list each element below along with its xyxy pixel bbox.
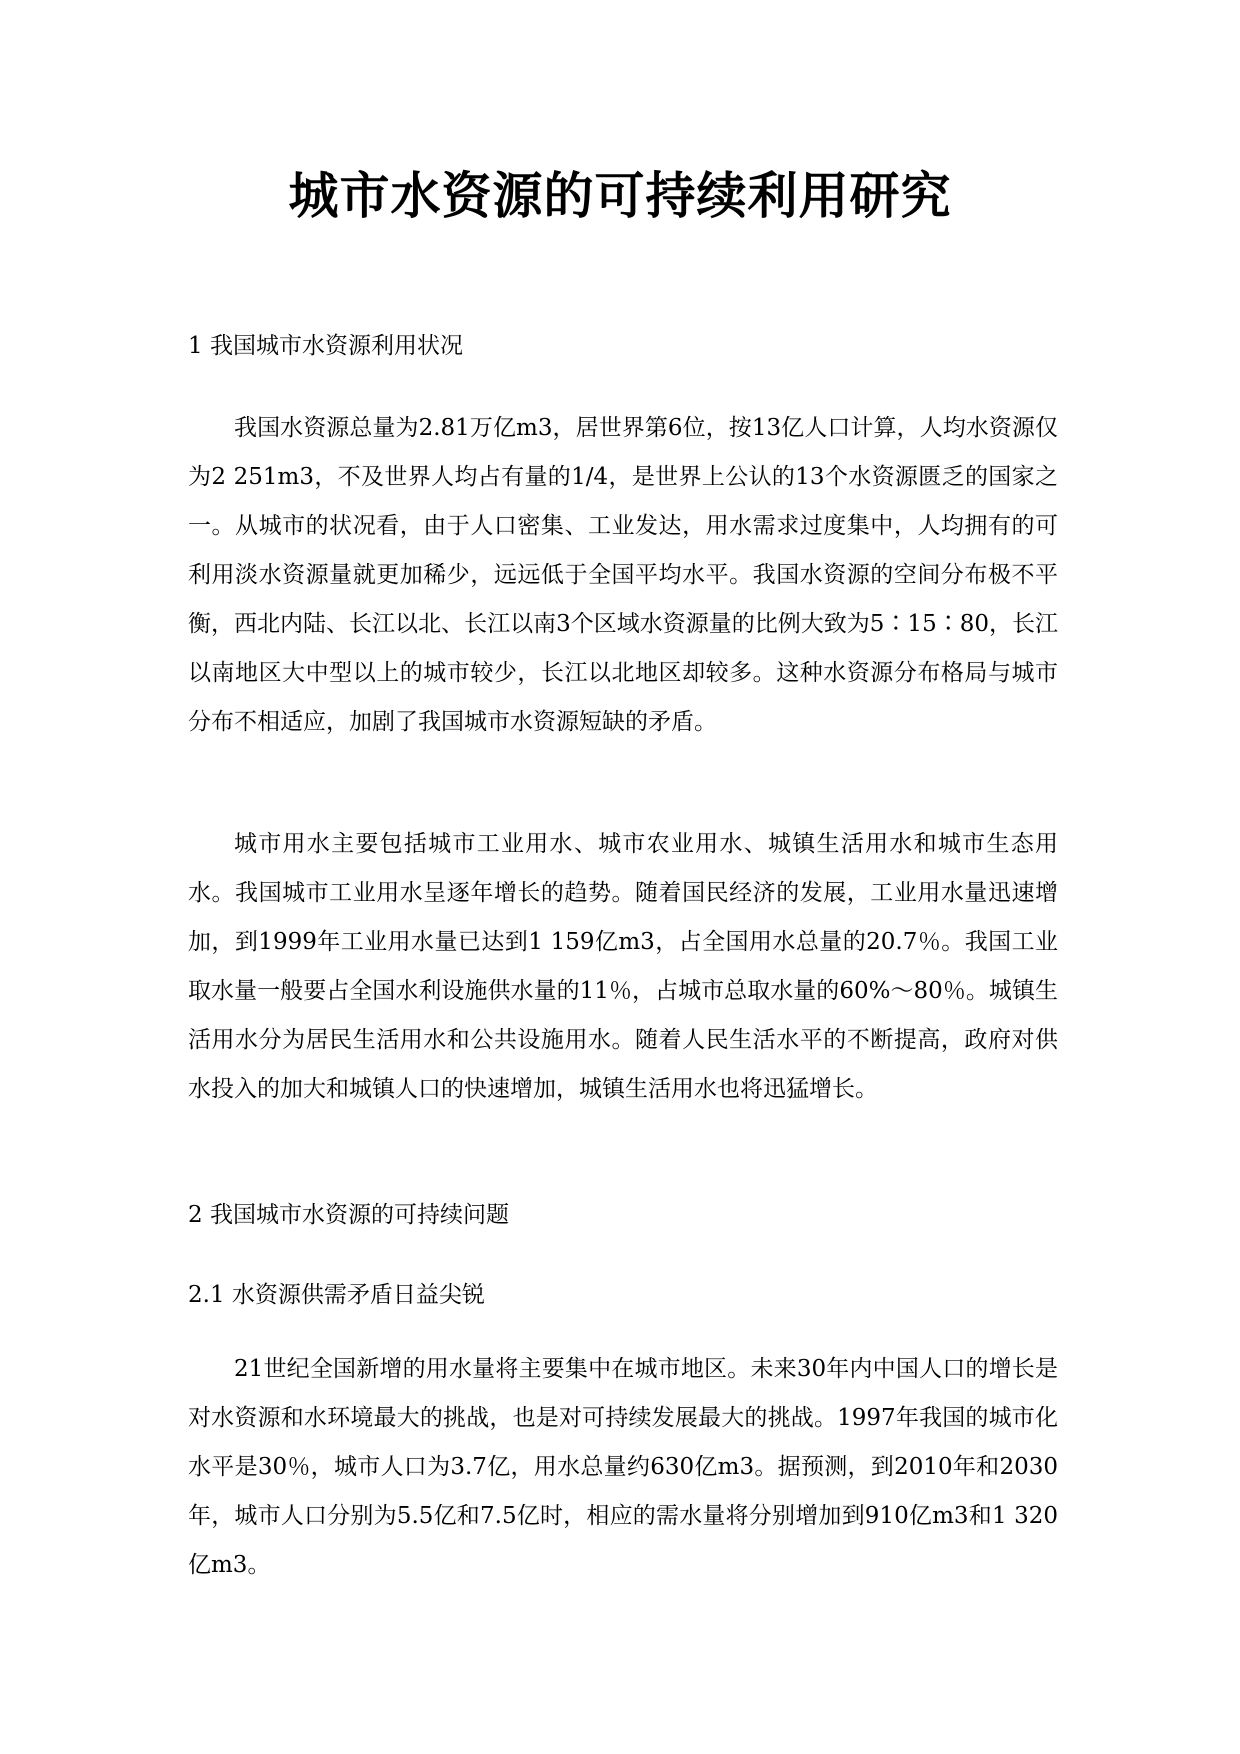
paragraph-urban-water-use: 城市用水主要包括城市工业用水、城市农业用水、城镇生活用水和城市生态用水。我国城市工业用水呈逐年增长的趋势。随着国民经济的发展，工业用水量迅速增加，到1999年工业用水量已达到1 159亿m3，占全国用水总量的20.7％。我国工业取水量一般要占全国水利设施供水量的11％，占城市总取水量的60%～80％。城镇生活用水分为居民生活用水和公共设施用水。随着人民生活水平的不断提高，政府对供水投入的加大和城镇人口的快速增加，城镇生活用水也将迅猛增长。 bbox=[188, 831, 1058, 1102]
paragraph-water-resources-status: 我国水资源总量为2.81万亿m3，居世界第6位，按13亿人口计算，人均水资源仅为2 251m3，不及世界人均占有量的1/4，是世界上公认的13个水资源匮乏的国家之一。从城市的状况看，由于人口密集、工业发达，用水需求过度集中，人均拥有的可利用淡水资源量就更加稀少，远远低于全国平均水平。我国水资源的空间分布极不平衡，西北内陆、长江以北、长江以南3个区域水资源量的比例大致为5∶15∶80，长江以南地区大中型以上的城市较少，长江以北地区却较多。这种水资源分布格局与城市分布不相适应，加剧了我国城市水资源短缺的矛盾。 bbox=[188, 415, 1058, 735]
section-heading-1: 1 我国城市水资源利用状况 bbox=[188, 333, 463, 359]
paragraph-supply-demand: 21世纪全国新增的用水量将主要集中在城市地区。未来30年内中国人口的增长是对水资源和水环境最大的挑战，也是对可持续发展最大的挑战。1997年我国的城市化水平是30％，城市人口为3.7亿，用水总量约630亿m3。据预测，到2010年和2030年，城市人口分别为5.5亿和7.5亿时，相应的需水量将分别增加到910亿m3和1 320亿m3。 bbox=[188, 1356, 1058, 1578]
subsection-heading-2-1: 2.1 水资源供需矛盾日益尖锐 bbox=[188, 1282, 485, 1308]
section-heading-2: 2 我国城市水资源的可持续问题 bbox=[188, 1202, 509, 1228]
document-title: 城市水资源的可持续利用研究 bbox=[288, 167, 952, 225]
